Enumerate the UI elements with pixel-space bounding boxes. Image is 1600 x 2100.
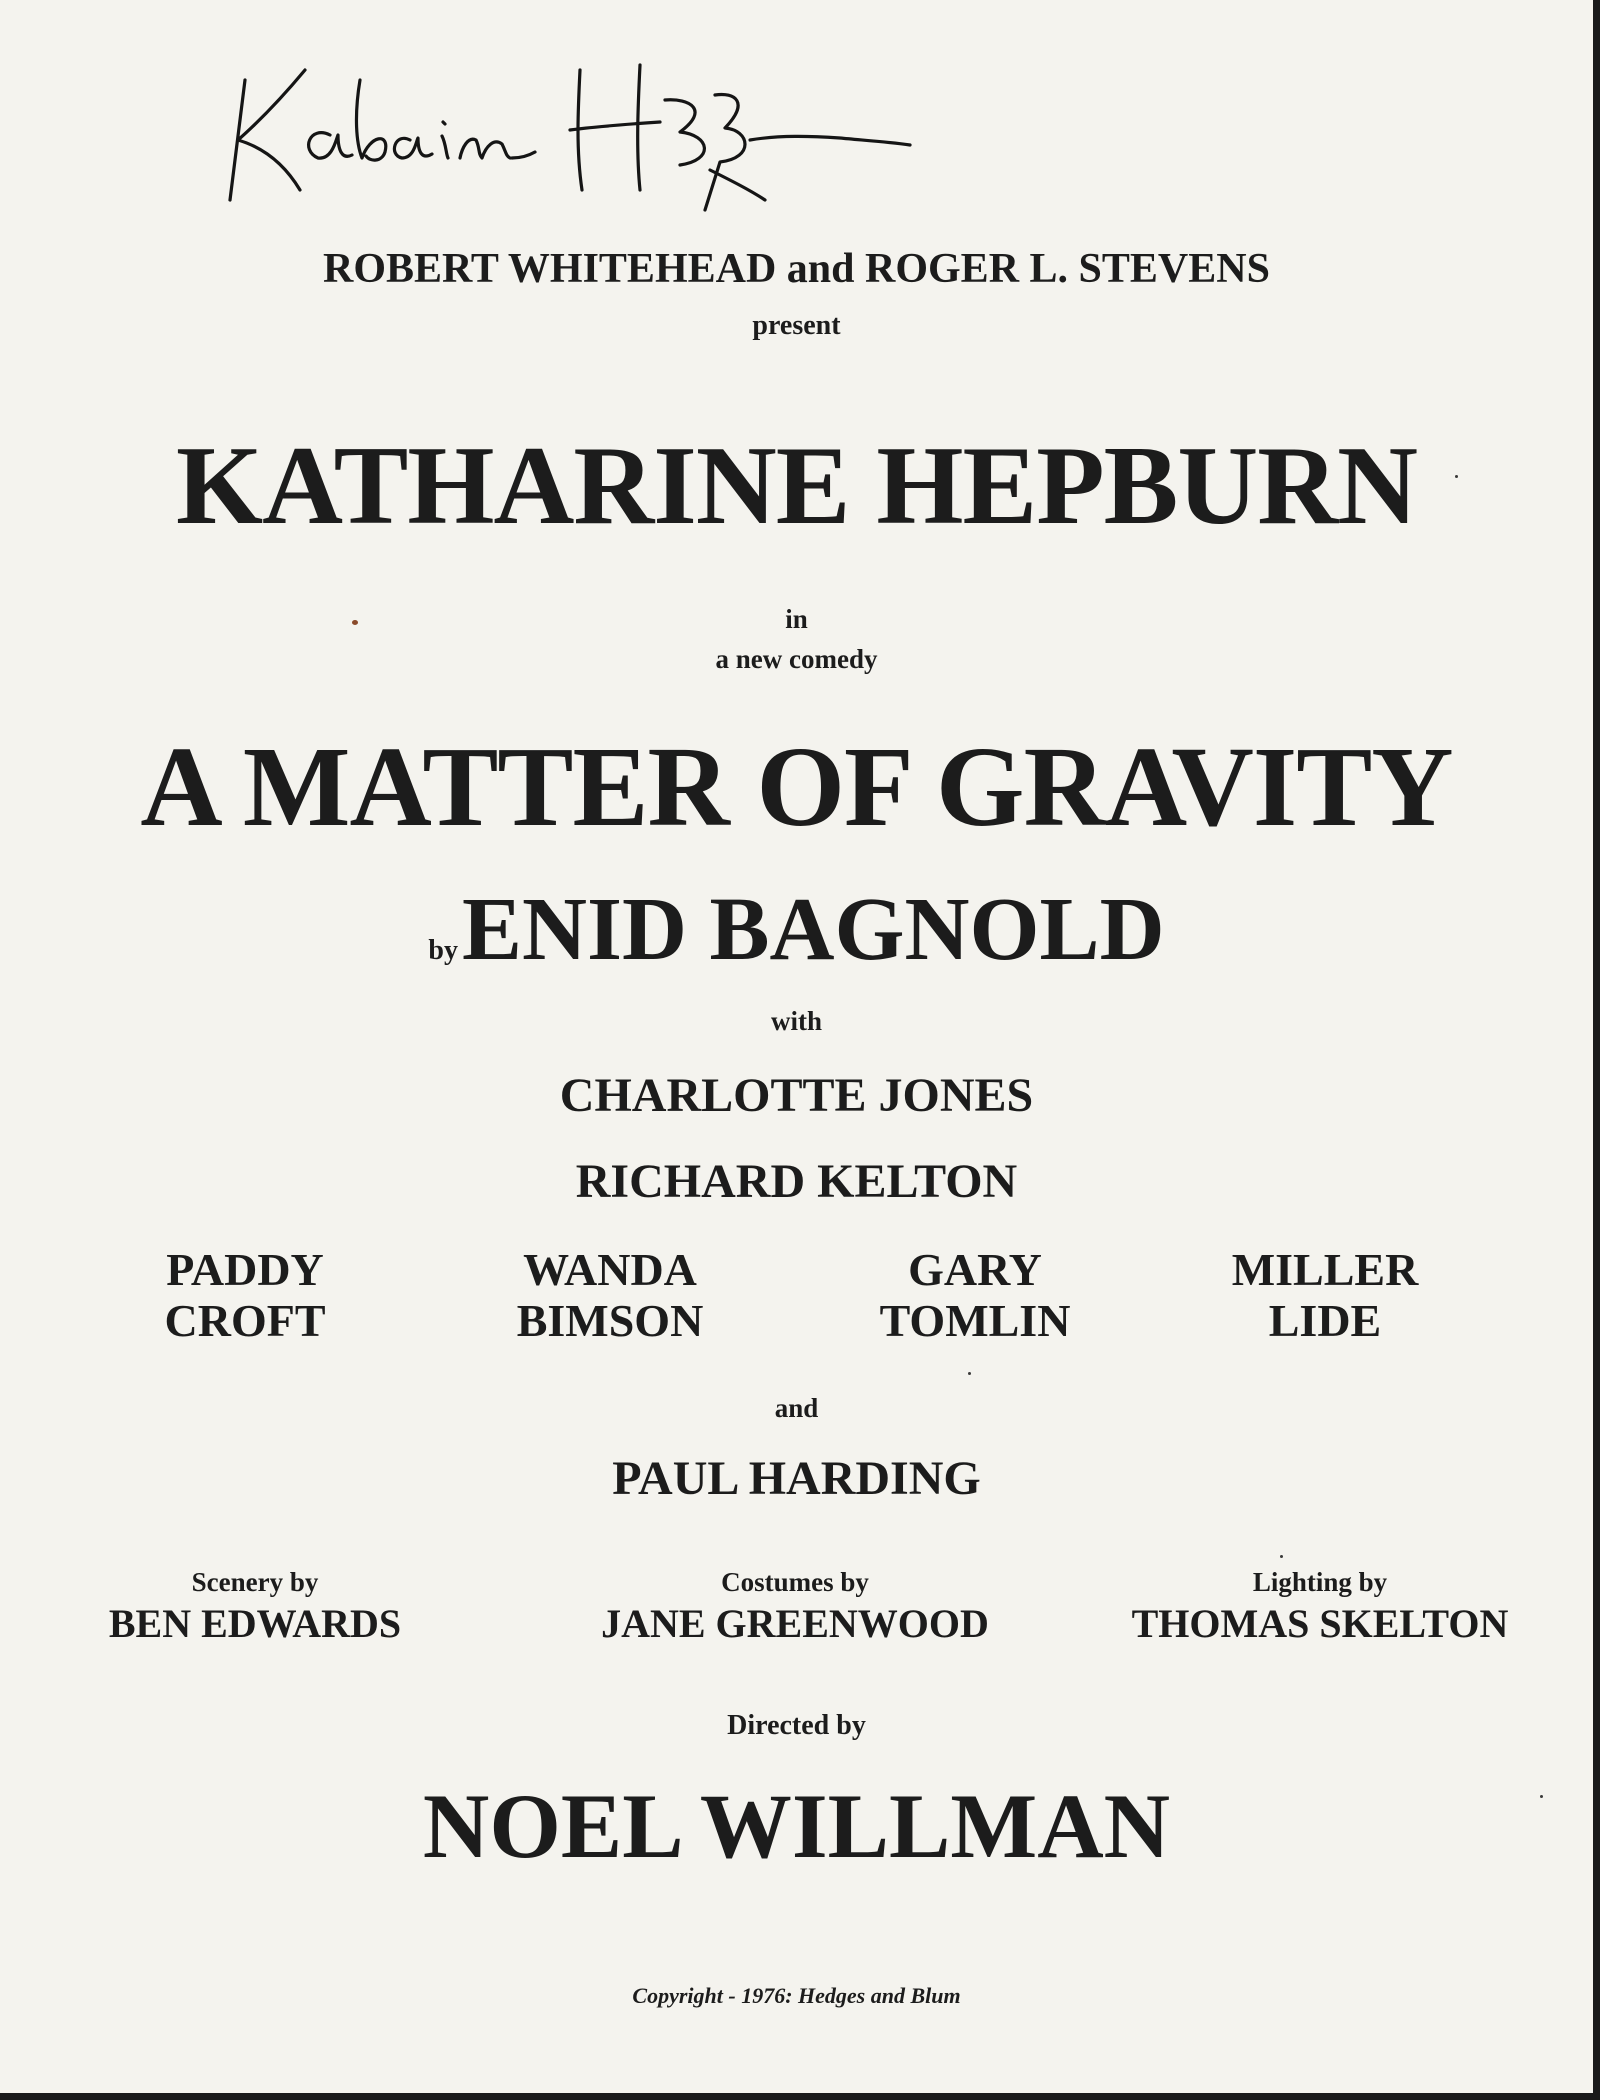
with-word: with [770, 1006, 822, 1036]
credit-name: THOMAS SKELTON [1131, 1600, 1509, 1646]
credit-lighting [1110, 1568, 1530, 1646]
supporting-cast-grid [0, 1245, 1593, 1355]
cast-member [1175, 1245, 1475, 1346]
cast-last-name: CROFT [164, 1294, 326, 1346]
credit-name: BEN EDWARDS [108, 1600, 402, 1646]
copyright-line: Copyright - 1976: Hedges and Blum [632, 1983, 961, 2008]
paper-speck [968, 1372, 971, 1375]
credit-role: Costumes by [721, 1567, 869, 1597]
cast-member [460, 1245, 760, 1346]
cast-first-name: WANDA [523, 1244, 697, 1295]
credit-role: Lighting by [1252, 1567, 1388, 1597]
credit-scenery [45, 1568, 465, 1646]
by-word: by [428, 935, 458, 966]
paper-speck [1540, 1795, 1543, 1798]
director-name: NOEL WILLMAN [422, 1775, 1171, 1877]
present-word: present [752, 310, 841, 341]
paper-speck [1280, 1555, 1283, 1558]
star-name: KATHARINE HEPBURN [175, 424, 1418, 548]
presenters-line: ROBERT WHITEHEAD and ROGER L. STEVENS [323, 246, 1270, 292]
credit-name: JANE GREENWOOD [601, 1600, 989, 1646]
featured-cast-2: RICHARD KELTON [575, 1155, 1018, 1208]
directed-by-label: Directed by [727, 1710, 866, 1741]
play-description: a new comedy [715, 644, 878, 674]
credit-costumes [585, 1568, 1005, 1646]
cast-first-name: PADDY [166, 1244, 324, 1295]
cast-first-name: MILLER [1231, 1244, 1419, 1295]
cast-last-name: TOMLIN [879, 1294, 1071, 1346]
in-word: in [785, 604, 808, 634]
author-line [0, 880, 1593, 979]
author-name: ENID BAGNOLD [461, 880, 1165, 979]
paper-speck [1455, 475, 1458, 478]
cast-member [95, 1245, 395, 1346]
cast-member [825, 1245, 1125, 1346]
final-cast-member: PAUL HARDING [612, 1452, 981, 1505]
cast-last-name: LIDE [1268, 1294, 1382, 1346]
featured-cast-1: CHARLOTTE JONES [559, 1069, 1034, 1122]
play-title: A MATTER OF GRAVITY [140, 723, 1453, 850]
cast-first-name: GARY [908, 1244, 1042, 1295]
and-word: and [774, 1393, 819, 1423]
signature-image [210, 40, 940, 230]
credit-role: Scenery by [191, 1567, 319, 1597]
cast-last-name: BIMSON [516, 1294, 704, 1346]
paper-speck [352, 620, 358, 625]
